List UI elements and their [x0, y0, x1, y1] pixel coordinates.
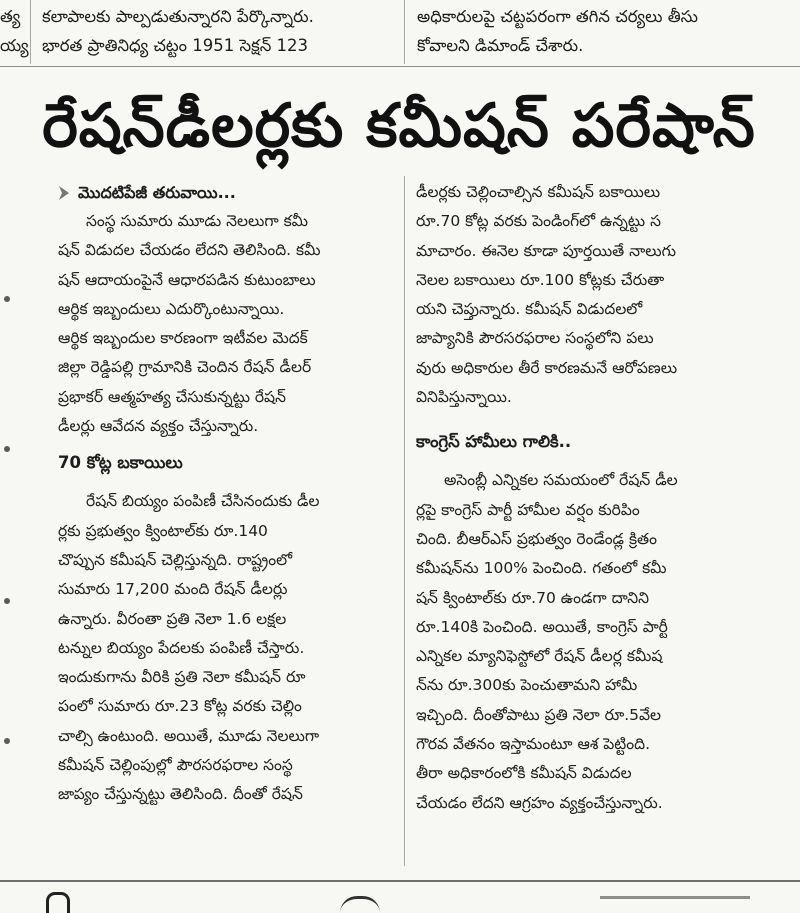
top-column-divider	[404, 0, 405, 64]
previous-article-right-column	[417, 2, 800, 60]
text-line: యని చెప్తున్నారు. కమీషన్ విడుదలలో	[416, 300, 643, 319]
text-line: అసెంబ్లీ ఎన్నికల సమయంలో రేషన్ డీల	[444, 471, 678, 490]
text-line: రేషన్ బియ్యం పంపిణీ చేసినందుకు డీల	[86, 492, 320, 511]
text-line: వినిపిస్తున్నాయి.	[416, 388, 512, 407]
left-edge-line: త్య	[0, 7, 21, 26]
text-line: టన్నుల బియ్యం పేదలకు పంపిణీ చేస్తారు.	[58, 638, 305, 657]
left-margin-fragment	[0, 178, 18, 858]
text-line: కమీషన్‌ను 100% పెంచింది. గతంలో కమీ	[416, 559, 667, 578]
left-edge-fragment	[0, 2, 29, 60]
text-line: చేయడం లేదని ఆగ్రహం వ్యక్తంచేస్తున్నారు.	[416, 793, 663, 812]
text-line: కమీషన్ చెల్లింపుల్లో పౌరసరఫరాల సంస్థ	[58, 756, 293, 775]
next-article-text-fragment	[600, 896, 750, 899]
text-line: డీలర్లు ఆవేదన వ్యక్తం చేస్తున్నారు.	[58, 417, 259, 436]
margin-mark	[4, 296, 10, 302]
previous-article-fragment	[0, 0, 800, 64]
subheading: 70 కోట్ల బకాయిలు	[58, 453, 183, 473]
text-line: మాచారం. ఈనెల కూడా పూర్తయితే నాలుగు	[416, 241, 677, 260]
paragraph	[416, 178, 746, 412]
text-line: జాప్యానికి పౌరసరఫరాల సంస్థలోని పలు	[416, 329, 654, 348]
text-line: వురు అధికారుల తీరే కారణమనే ఆరోపణలు	[416, 358, 678, 377]
text-line: గౌరవ వేతనం ఇస్తామంటూ ఆశ పెట్టింది.	[416, 735, 650, 754]
paragraph	[58, 207, 390, 441]
text-line: ప్రభాకర్ ఆత్మహత్య చేసుకున్నట్టు రేషన్	[58, 387, 286, 406]
text-line: డీలర్లకు చెల్లించాల్సిన కమీషన్ బకాయిలు	[416, 183, 661, 201]
text-line: జాప్యం చేస్తున్నట్టు తెలిసింది. దీంతో రేషన్	[58, 785, 303, 804]
text-line: తీరా అధికారంలోకి కమీషన్ విడుదల	[416, 764, 632, 783]
paragraph	[416, 466, 746, 818]
subheading: కాంగ్రెస్ హామీలు గాలికి..	[416, 432, 572, 452]
text-line: షన్ విడుదల చేయడం లేదని తెలిసింది. కమీ	[58, 241, 321, 260]
text-line: షన్ క్వింటాల్‌కు రూ.70 ఉండగా దానిని	[416, 588, 650, 607]
article-left-column	[58, 178, 390, 810]
top-left-divider	[30, 0, 31, 64]
text-line: సుమారు 17,200 మంది రేషన్ డీలర్లు	[58, 580, 288, 599]
next-article-glyph-fragment	[46, 892, 70, 913]
text-line: నెలల బకాయిలు రూ.100 కోట్లకు చేరుతా	[416, 270, 665, 289]
text-line: ర్లపై కాంగ్రెస్ పార్టీ హామీల వర్షం కురిపిం	[416, 500, 640, 519]
snippet-line: కలాపాలకు పాల్పడుతున్నారని పేర్కొన్నారు.	[42, 7, 314, 26]
article-right-column	[416, 178, 746, 818]
column-divider	[404, 176, 405, 866]
text-line: రూ.70 కోట్ల వరకు పెండింగ్‌లో ఉన్నట్టు స	[416, 212, 661, 231]
snippet-line: కోవాలని డిమాండ్ చేశారు.	[417, 36, 584, 55]
bottom-rule	[0, 880, 800, 882]
margin-mark	[4, 738, 10, 744]
text-line: పంలో సుమారు రూ.23 కోట్ల వరకు చెల్లిం	[58, 697, 302, 716]
margin-mark	[4, 598, 10, 604]
text-line: జిల్లా రెడ్డిపల్లి గ్రామానికి చెందిన రేషన్ డీలర్	[58, 358, 312, 377]
text-line: చింది. బీఆర్ఎస్ ప్రభుత్వం రెండేండ్ల క్రితం	[416, 529, 657, 548]
article-headline: రేషన్‌డీలర్లకు కమీషన్ పరేషాన్	[42, 91, 756, 161]
text-line: ఆర్థిక ఇబ్బందులు ఎదుర్కొంటున్నాయి.	[58, 299, 285, 318]
snippet-line: అధికారులపై చట్టపరంగా తగిన చర్యలు తీసు	[417, 7, 698, 26]
top-rule	[0, 66, 800, 67]
text-line: రూ.140కి పెంచింది. అయితే, కాంగ్రెస్ పార్టీ	[416, 617, 668, 636]
text-line: ఇచ్చింది. దీంతోపాటు ప్రతి నెలా రూ.5వేల	[416, 705, 662, 724]
text-line: ఇందుకుగాను వీరికి ప్రతి నెలా కమీషన్ రూ	[58, 668, 306, 687]
margin-mark	[4, 446, 10, 452]
text-line: ఆర్థిక ఇబ్బందుల కారణంగా ఇటీవల మెదక్	[58, 329, 308, 348]
text-line: చాల్సి ఉంటుంది. అయితే, మూడు నెలలుగా	[58, 726, 320, 745]
text-line: సంస్థ సుమారు మూడు నెలలుగా కమీ	[86, 212, 309, 230]
kicker-label: మొదటిపేజీ తరువాయి...	[78, 183, 236, 202]
text-line: ఎన్నికల మ్యానిఫెస్టోలో రేషన్ డీలర్ల కమీష	[416, 647, 663, 666]
text-line: ఉన్నారు. వీరంతా ప్రతి నెలా 1.6 లక్షల	[58, 609, 287, 628]
chevron-right-icon	[58, 186, 70, 200]
next-article-glyph-fragment	[340, 896, 380, 913]
text-line: న్‌ను రూ.300కు పెంచుతామని హామీ	[416, 676, 638, 695]
snippet-line: భారత ప్రాతినిధ్య చట్టం 1951 సెక్షన్ 123	[42, 36, 309, 55]
continued-kicker	[58, 178, 390, 207]
text-line: ర్లకు ప్రభుత్వం క్వింటాల్‌కు రూ.140	[58, 521, 268, 540]
left-edge-line: య్య	[0, 36, 29, 55]
text-line: షన్ ఆదాయంపైనే ఆధారపడిన కుటుంబాలు	[58, 270, 316, 289]
paragraph	[58, 487, 390, 809]
previous-article-mid-column	[42, 2, 390, 60]
text-line: చొప్పున కమీషన్ చెల్లిస్తున్నది. రాష్ట్రంలో	[58, 550, 293, 569]
